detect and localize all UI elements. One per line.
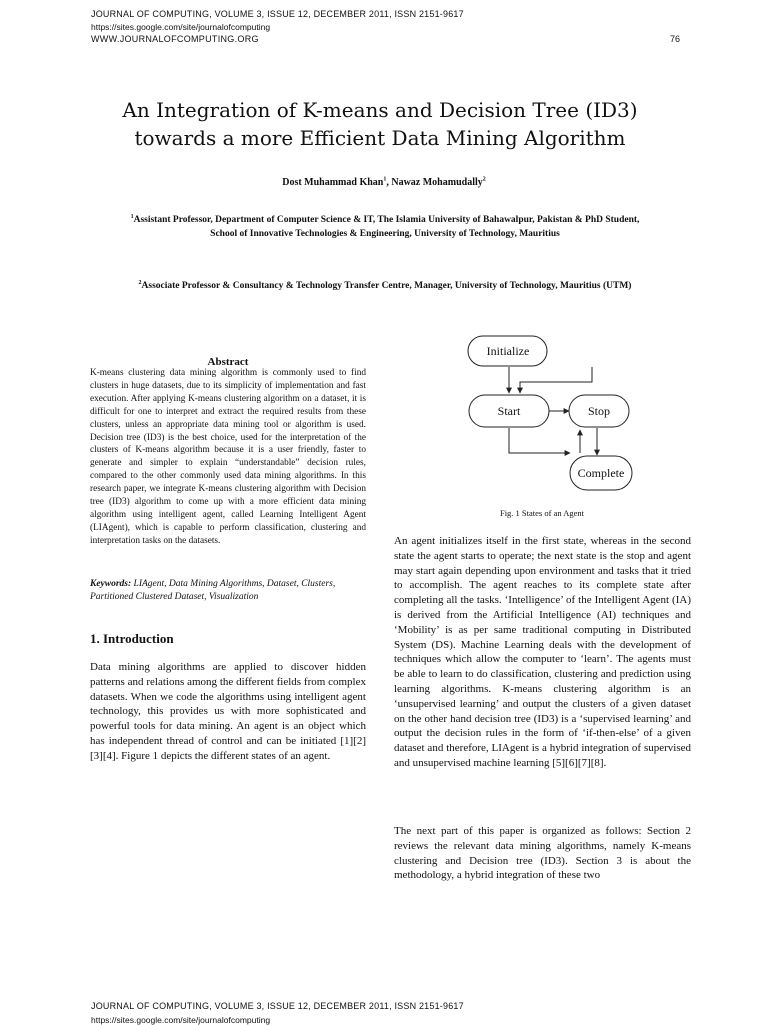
label-start: Start (497, 404, 521, 418)
keywords-text: LIAgent, Data Mining Algorithms, Dataset, Clusters, Partitioned Clustered Dataset, Visualization (90, 579, 336, 602)
introduction-heading: 1. Introduction (90, 631, 174, 646)
footer-url[interactable]: https://sites.google.com/site/journalofcomputing (91, 1015, 271, 1025)
affiliation-2 (70, 279, 700, 293)
body-paragraph-2: The next part of this paper is organized as follows: Section 2 reviews the relevant data mining algorithms, namely K-means clustering and Decision tree (ID3). Section 3 is about the methodology, a hybrid integration of these two (394, 825, 691, 882)
author-1-sup: 1 (383, 176, 387, 183)
affiliation-1-line-1: Assistant Professor, Department of Computer Science & IT, The Islamia University of Bahawalpur, Pakistan & PhD Student, (133, 215, 640, 225)
authors (84, 177, 684, 188)
author-2-sup: 2 (482, 176, 486, 183)
journal-header: JOURNAL OF COMPUTING, VOLUME 3, ISSUE 12, DECEMBER 2011, ISSN 2151-9617 (91, 9, 464, 19)
keywords-label: Keywords: (90, 579, 132, 589)
paper-title (60, 96, 700, 152)
affiliation-2-sup: 2 (138, 279, 142, 286)
affiliation-1-sup: 1 (130, 213, 134, 220)
abstract-heading: Abstract (207, 356, 249, 368)
abstract-text: K-means clustering data mining algorithm is commonly used to find clusters in huge datasets, due to its simplicity of implementation and fast execution. After applying K-means clustering algorithm on a dataset, it is difficult for one to interpret and extract the required results from these clusters, unless an appropriate data mining tool or algorithm is used. Decision tree (ID3) is the best choice, used for the interpretation of the clusters of K-means algorithm because it is a user friendly, faster to generate and simpler to explain “understandable” decision rules, compared to the other commonly used data mining algorithms. In this research paper, we integrate K-means clustering algorithm with Decision tree (ID3) algorithm to come up with a more efficient data mining algorithm using intelligent agent, called Learning Intelligent Agent (LIAgent), which is capable to perform classification, clustering and interpretation tasks on the datasets. (90, 368, 366, 546)
agent-states-diagram (462, 326, 652, 496)
page-number: 76 (669, 34, 680, 44)
introduction-text: Data mining algorithms are applied to discover hidden patterns and relations among the different fields from complex datasets. When we code the algorithms using intelligent agent technology, this provides us with more sophisticated and powerful tools for data mining. An agent is an object which has independent thread of control and can be initiated [1][2][3][4]. Figure 1 depicts the different states of an agent. (90, 661, 366, 762)
author-2: Nawaz Mohamudally (391, 177, 483, 188)
affiliation-1 (70, 213, 700, 241)
body-paragraph-1: An agent initializes itself in the first state, whereas in the second state the agent starts to operate; the next state is the stop and agent may start again depending upon environment and tasks that it tried to accomplish. The agent reaches to its complete state after completing all the tasks. ‘Intelligence’ of the Intelligent Agent (IA) is derived from the Artificial Intelligence (AI) techniques and ‘Mobility’ is as per same traditional computing in Distributed System (DS). Machine Learning deals with the development of techniques which allow the computer to ‘learn’. The agents must be able to learn to do classification, clustering and prediction using learning algorithms. K-means clustering algorithm is an ‘unsupervised learning’ and output the clusters of a given dataset on the other hand decision tree (ID3) is a ‘supervised learning’ and output the decision rules in the form of ‘if-then-else’ of a given dataset and therefore, LIAgent is a hybrid integration of supervised and unsupervised machine learning [5][6][7][8]. (394, 535, 691, 769)
affiliation-2-text: Associate Professor & Consultancy & Technology Transfer Centre, Manager, University of Technology, Mauritius (UTM) (141, 281, 632, 291)
arrow-initialize-loop (520, 367, 592, 393)
affiliation-1-line-2: School of Innovative Technologies & Engineering, University of Technology, Mauritius (210, 229, 560, 239)
figure-caption: Fig. 1 States of an Agent (499, 508, 585, 518)
keywords (90, 578, 366, 604)
title-line-2: towards a more Efficient Data Mining Algorithm (134, 126, 626, 150)
label-initialize: Initialize (486, 344, 530, 358)
label-complete: Complete (577, 466, 625, 480)
journal-url[interactable]: https://sites.google.com/site/journalofcomputing (91, 22, 271, 32)
footer-journal: JOURNAL OF COMPUTING, VOLUME 3, ISSUE 12, DECEMBER 2011, ISSN 2151-9617 (91, 1001, 464, 1011)
title-line-1: An Integration of K-means and Decision Tree (ID3) (122, 98, 638, 122)
author-1: Dost Muhammad Khan (282, 177, 384, 188)
arrow-start-to-complete (509, 428, 570, 453)
author-separator: , (386, 177, 392, 188)
label-stop: Stop (587, 404, 611, 418)
journal-site[interactable]: WWW.JOURNALOFCOMPUTING.ORG (91, 34, 259, 44)
